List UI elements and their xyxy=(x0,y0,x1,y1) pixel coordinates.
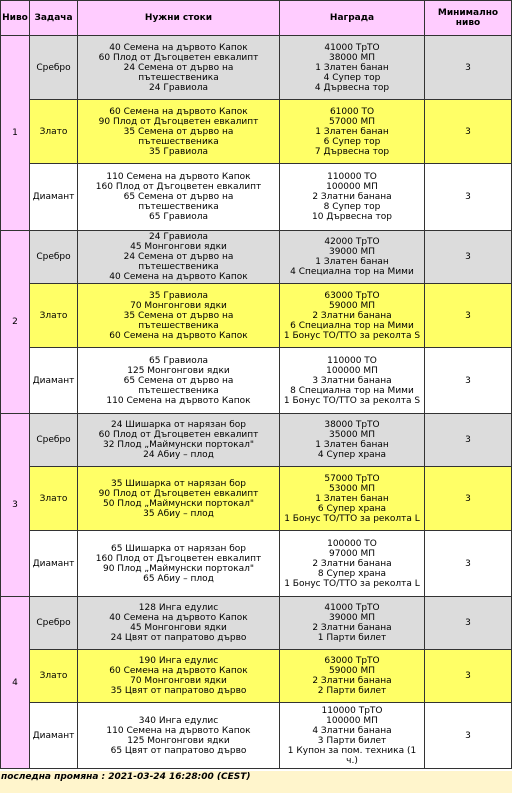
required-items-cell xyxy=(78,231,280,284)
reward-line: 100000 МП xyxy=(326,182,378,192)
reward-line: 3 Парти билет xyxy=(317,735,387,746)
reward-line: 41000 ТрТО xyxy=(324,42,380,53)
task-name-cell: Злато xyxy=(30,284,78,348)
item-line: 70 Монгонгови ядки xyxy=(130,300,227,311)
reward-line: 8 Супер тор xyxy=(323,202,381,212)
reward-line: 53000 МП xyxy=(328,483,376,494)
table-row xyxy=(1,467,512,531)
reward-cell xyxy=(280,467,425,531)
task-name-cell: Диамант xyxy=(30,164,78,231)
table-row xyxy=(1,231,512,284)
reward-line: 41000 ТрТО xyxy=(324,603,380,613)
reward-line: 6 Специална тор на Мими xyxy=(290,320,414,331)
reward-line: 2 Златни банана xyxy=(312,623,392,633)
level-cell: 4 xyxy=(1,597,30,769)
item-line: 45 Монгонгови ядки xyxy=(130,623,227,633)
required-items-cell xyxy=(78,467,280,531)
min-level-cell: 3 xyxy=(425,231,512,284)
reward-line: 2 Златни банана xyxy=(312,558,392,569)
min-level-cell: 3 xyxy=(425,36,512,100)
task-name-cell: Злато xyxy=(30,467,78,531)
item-line: 125 Монгонгови ядки xyxy=(127,365,230,376)
item-line: 110 Семена на дървото Капок xyxy=(106,395,251,406)
min-level-cell: 3 xyxy=(425,703,512,769)
reward-line: 1 Бонус ТО/ТТО за реколта S xyxy=(283,395,421,406)
item-line: 90 Плод „Маймунски портокал" xyxy=(102,563,254,574)
item-line: 35 Семена от дърво на xyxy=(123,310,234,321)
reward-line: 1 Бонус ТО/ТТО за реколта S xyxy=(283,330,421,341)
reward-line: 4 Златни банана xyxy=(312,725,392,736)
task-name-cell: Злато xyxy=(30,100,78,164)
reward-line: ч.) xyxy=(346,755,358,766)
task-name-cell: Диамант xyxy=(30,703,78,769)
required-items-cell xyxy=(78,36,280,100)
reward-line: 1 Златен банан xyxy=(315,257,389,267)
item-line: 110 Семена на дървото Капок xyxy=(106,172,251,182)
item-line: 24 Цвят от папратово дърво xyxy=(110,633,247,643)
item-line: 340 Инга едулис xyxy=(138,715,219,726)
reward-cell xyxy=(280,597,425,650)
reward-line: 1 Златен банан xyxy=(315,62,389,73)
required-items-cell xyxy=(78,703,280,769)
reward-line: 1 Златен банан xyxy=(315,493,389,504)
item-line: пътешественика xyxy=(138,262,219,272)
table-body xyxy=(1,36,512,769)
item-line: 24 Шишарка от нарязан бор xyxy=(110,420,246,430)
reward-line: 39000 МП xyxy=(328,247,376,257)
header-reward: Награда xyxy=(280,1,425,36)
min-level-cell: 3 xyxy=(425,597,512,650)
required-items-cell xyxy=(78,414,280,467)
reward-line: 110000 ТО xyxy=(327,172,377,182)
task-name-cell: Сребро xyxy=(30,414,78,467)
item-line: 40 Семена на дървото Капок xyxy=(109,42,248,53)
level-cell: 1 xyxy=(1,36,30,231)
reward-line: 6 Супер тор xyxy=(323,136,381,147)
min-level-cell: 3 xyxy=(425,650,512,703)
reward-line: 59000 МП xyxy=(328,666,376,676)
item-line: 60 Семена на дървото Капок xyxy=(109,666,248,676)
reward-cell xyxy=(280,531,425,597)
item-line: 65 Шишарка от нарязан бор xyxy=(110,543,246,554)
item-line: 128 Инга едулис xyxy=(138,603,219,613)
task-name-cell: Сребро xyxy=(30,36,78,100)
item-line: пътешественика xyxy=(138,136,219,147)
reward-cell xyxy=(280,164,425,231)
item-line: 50 Плод „Маймунски портокал" xyxy=(102,498,254,509)
item-line: 40 Семена на дървото Капок xyxy=(109,272,248,282)
item-line: 35 Гравиола xyxy=(149,146,208,157)
reward-line: 2 Парти билет xyxy=(317,686,387,696)
table-row xyxy=(1,414,512,467)
item-line: 35 Семена от дърво на xyxy=(123,126,234,137)
item-line: 60 Плод от Дъгоцветен евкалипт xyxy=(98,430,259,440)
reward-line: 42000 ТрТО xyxy=(324,237,380,247)
reward-cell xyxy=(280,100,425,164)
item-line: 65 Гравиола xyxy=(149,355,208,366)
min-level-cell: 3 xyxy=(425,164,512,231)
reward-line: 110000 ТО xyxy=(327,355,377,366)
reward-line: 1 Бонус ТО/ТТО за реколта L xyxy=(284,578,420,589)
min-level-cell: 3 xyxy=(425,531,512,597)
item-line: 40 Семена на дървото Капок xyxy=(109,613,248,623)
header-task: Задача xyxy=(30,1,78,36)
item-line: 35 Цвят от папратово дърво xyxy=(110,686,247,696)
reward-line: 2 Златни банана xyxy=(312,676,392,686)
reward-line: 39000 МП xyxy=(328,613,376,623)
header-items: Нужни стоки xyxy=(78,1,280,36)
reward-cell xyxy=(280,231,425,284)
min-level-cell: 3 xyxy=(425,348,512,414)
table-row xyxy=(1,164,512,231)
table-row xyxy=(1,703,512,769)
reward-line: 1 Купон за пом. техника (1 xyxy=(287,745,417,756)
task-name-cell: Сребро xyxy=(30,231,78,284)
reward-line: 4 Супер храна xyxy=(317,450,387,460)
task-name-cell: Злато xyxy=(30,650,78,703)
reward-line: 4 Специална тор на Мими xyxy=(290,267,414,277)
required-items-cell xyxy=(78,284,280,348)
item-line: 65 Семена от дърво на xyxy=(123,375,234,386)
item-line: пътешественика xyxy=(138,72,219,83)
reward-line: 6 Супер храна xyxy=(317,503,387,514)
reward-cell xyxy=(280,650,425,703)
reward-line: 8 Специална тор на Мими xyxy=(290,385,414,396)
required-items-cell xyxy=(78,348,280,414)
reward-cell xyxy=(280,348,425,414)
item-line: 110 Семена на дървото Капок xyxy=(106,725,251,736)
level-cell: 3 xyxy=(1,414,30,597)
item-line: 90 Плод от Дъгоцветен евкалипт xyxy=(98,488,259,499)
required-items-cell xyxy=(78,100,280,164)
item-line: 35 Гравиола xyxy=(149,290,208,301)
table-row xyxy=(1,650,512,703)
table-row xyxy=(1,100,512,164)
reward-line: 97000 МП xyxy=(328,548,376,559)
item-line: 35 Абиу – плод xyxy=(143,508,214,519)
required-items-cell xyxy=(78,650,280,703)
task-name-cell: Диамант xyxy=(30,348,78,414)
reward-line: 35000 МП xyxy=(328,430,376,440)
reward-line: 100000 МП xyxy=(326,365,378,376)
item-line: 35 Шишарка от нарязан бор xyxy=(110,478,246,489)
item-line: 160 Плод от Дъгоцветен евкалипт xyxy=(95,553,262,564)
item-line: 24 Семена от дърво на xyxy=(123,62,234,73)
reward-line: 1 Златен банан xyxy=(315,126,389,137)
last-modified-footer: последна промяна : 2021-03-24 16:28:00 (CEST) xyxy=(0,771,512,793)
item-line: 60 Семена на дървото Капок xyxy=(109,330,248,341)
reward-line: 1 Златен банан xyxy=(315,440,389,450)
required-items-cell xyxy=(78,597,280,650)
header-min-level: Минимално ниво xyxy=(425,1,512,36)
item-line: 65 Семена от дърво на xyxy=(123,192,234,202)
reward-cell xyxy=(280,703,425,769)
item-line: пътешественика xyxy=(138,202,219,212)
reward-line: 10 Дървесна тор xyxy=(312,212,392,222)
reward-line: 63000 ТрТО xyxy=(324,290,380,301)
task-name-cell: Сребро xyxy=(30,597,78,650)
reward-line: 2 Златни банана xyxy=(312,310,392,321)
item-line: 65 Цвят от папратово дърво xyxy=(110,745,247,756)
item-line: 24 Семена от дърво на xyxy=(123,252,234,262)
min-level-cell: 3 xyxy=(425,100,512,164)
item-line: 24 Абиу – плод xyxy=(143,450,214,460)
item-line: 60 Плод от Дъгоцветен евкалипт xyxy=(98,52,259,63)
item-line: 32 Плод „Маймунски портокал" xyxy=(102,440,254,450)
header-level: Ниво xyxy=(1,1,30,36)
reward-line: 1 Парти билет xyxy=(317,633,387,643)
min-level-cell: 3 xyxy=(425,284,512,348)
reward-line: 63000 ТрТО xyxy=(324,656,380,666)
reward-line: 1 Бонус ТО/ТТО за реколта L xyxy=(284,513,420,524)
reward-line: 4 Дървесна тор xyxy=(314,82,390,93)
item-line: 45 Монгонгови ядки xyxy=(130,242,227,252)
min-level-cell: 3 xyxy=(425,414,512,467)
item-line: 125 Монгонгови ядки xyxy=(127,735,230,746)
reward-line: 3 Златни банана xyxy=(312,375,392,386)
reward-line: 4 Супер тор xyxy=(323,72,381,83)
reward-line: 110000 ТрТО xyxy=(321,705,383,716)
item-line: 190 Инга едулис xyxy=(138,656,219,666)
required-items-cell xyxy=(78,531,280,597)
reward-line: 7 Дървесна тор xyxy=(314,146,390,157)
reward-cell xyxy=(280,284,425,348)
table-row xyxy=(1,36,512,100)
reward-line: 100000 МП xyxy=(326,715,378,726)
item-line: 60 Семена на дървото Капок xyxy=(109,106,248,117)
min-level-cell: 3 xyxy=(425,467,512,531)
level-cell: 2 xyxy=(1,231,30,414)
reward-line: 38000 ТрТО xyxy=(324,420,380,430)
task-name-cell: Диамант xyxy=(30,531,78,597)
table-header-row xyxy=(1,1,512,36)
item-line: 24 Гравиола xyxy=(149,232,208,242)
reward-line: 59000 МП xyxy=(328,300,376,311)
reward-cell xyxy=(280,36,425,100)
item-line: пътешественика xyxy=(138,385,219,396)
reward-line: 57000 ТрТО xyxy=(324,473,380,484)
reward-cell xyxy=(280,414,425,467)
item-line: 160 Плод от Дъгоцветен евкалипт xyxy=(95,182,262,192)
table-row xyxy=(1,284,512,348)
item-line: 65 Гравиола xyxy=(149,212,208,222)
reward-line: 61000 ТО xyxy=(329,106,375,117)
item-line: 65 Абиу – плод xyxy=(143,573,214,584)
reward-line: 57000 МП xyxy=(328,116,376,127)
reward-line: 8 Супер храна xyxy=(317,568,387,579)
table-row xyxy=(1,348,512,414)
item-line: 90 Плод от Дъгоцветен евкалипт xyxy=(98,116,259,127)
table-row xyxy=(1,531,512,597)
item-line: 70 Монгонгови ядки xyxy=(130,676,227,686)
required-items-cell xyxy=(78,164,280,231)
reward-line: 2 Златни банана xyxy=(312,192,392,202)
reward-line: 38000 МП xyxy=(328,52,376,63)
reward-line: 100000 ТО xyxy=(327,538,377,549)
item-line: пътешественика xyxy=(138,320,219,331)
table-row xyxy=(1,597,512,650)
item-line: 24 Гравиола xyxy=(149,82,208,93)
